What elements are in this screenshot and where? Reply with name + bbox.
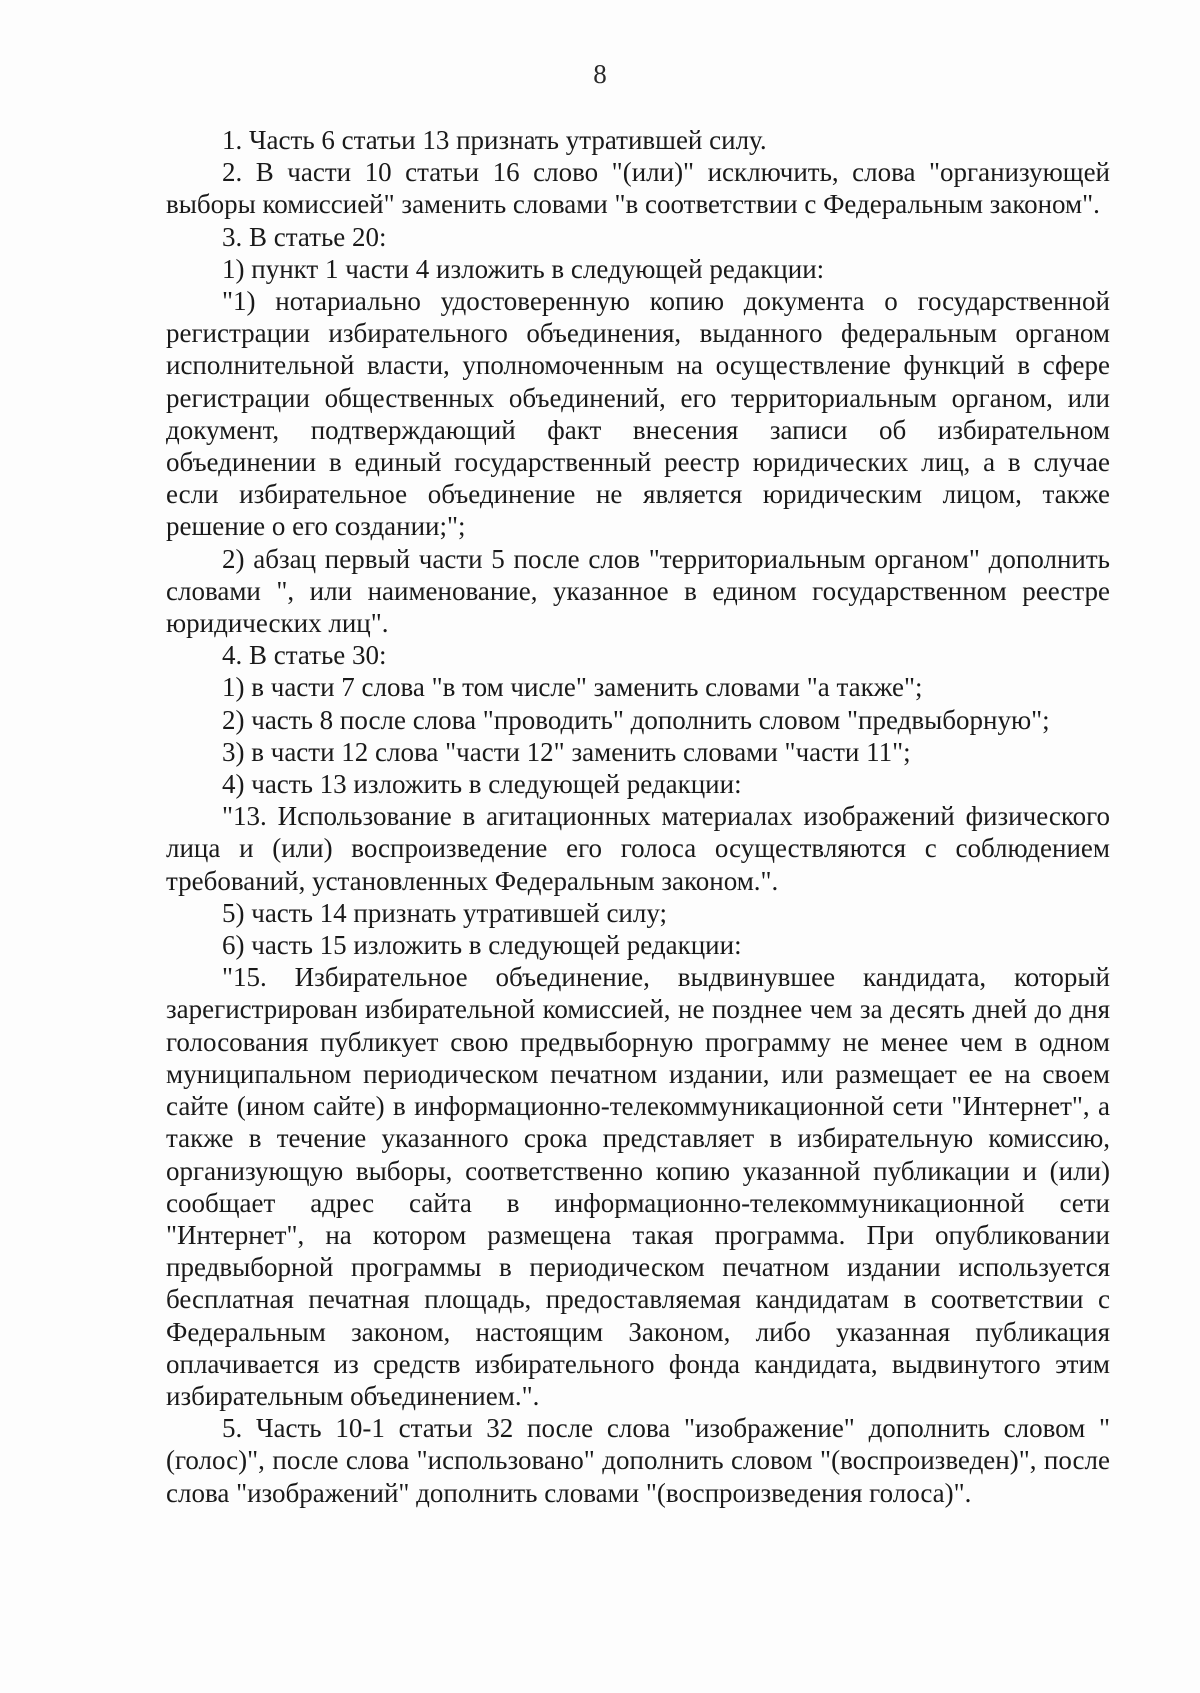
paragraph-11: 4) часть 13 изложить в следующей редакции: — [222, 769, 742, 800]
paragraph-10: 3) в части 12 слова "части 12" заменить словами "части 11"; — [222, 736, 911, 767]
paragraph-2: 2. В части 10 статьи 16 слово "(или)" исключить, слова "организующей выборы комиссией" заменить словами "в соответствии с Федеральным законом". — [166, 157, 1110, 220]
paragraph-6: 2) абзац первый части 5 после слов "территориальным органом" дополнить словами ", или наименование, указанное в едином государственном реестре юридических лиц". — [166, 543, 1110, 639]
paragraph-16: 5. Часть 10-1 статьи 32 после слова "изображение" дополнить словом "(голос)", после слова "использовано" дополнить словом "(воспроизведен)", после слова "изображений" дополнить словами "(воспроизведения голоса)". — [166, 1413, 1110, 1508]
paragraph-3: 3. В статье 20: — [222, 221, 387, 252]
paragraph-12: "13. Использование в агитационных материалах изображений физического лица и (или) воспроизведение его голоса осуществляются с соблюдением требований, установленных Федеральным законом.". — [166, 801, 1110, 896]
paragraph-8: 1) в части 7 слова "в том числе" заменить словами "а также"; — [222, 672, 923, 703]
paragraph-1: 1. Часть 6 статьи 13 признать утратившей силу. — [222, 125, 767, 155]
paragraph-14: 6) часть 15 изложить в следующей редакции: — [222, 930, 742, 961]
document-body — [166, 124, 1110, 1509]
page-number: 8 — [593, 59, 607, 89]
paragraph-13: 5) часть 14 признать утратившей силу; — [222, 897, 667, 928]
paragraph-15: "15. Избирательное объединение, выдвинувшее кандидата, который зарегистрирован избирательной комиссией, не позднее чем за десять дней до дня голосования публикует свою предвыборную программу не менее чем в одном муниципальном периодическом печатном издании, или размещает ее на своем сайте (ином сайте) в информационно-телекоммуникационной сети "Интернет", а также в течение указанного срока представляет в избирательную комиссию, организующую выборы, соответственно копию указанной публикации и (или) сообщает адрес сайта в информационно-телекоммуникационной сети "Интернет", на котором размещена такая программа. При опубликовании предвыборной программы в периодическом печатном издании используется бесплатная печатная площадь, предоставляемая кандидатам в соответствии с Федеральным законом, настоящим Законом, либо указанная публикация оплачивается из средств избирательного фонда кандидата, выдвинутого этим избирательным объединением.". — [166, 962, 1110, 1411]
paragraph-9: 2) часть 8 после слова "проводить" дополнить словом "предвыборную"; — [222, 704, 1050, 735]
paragraph-4: 1) пункт 1 части 4 изложить в следующей редакции: — [222, 253, 825, 284]
paragraph-5: "1) нотариально удостоверенную копию документа о государственной регистрации избирательного объединения, выданного федеральным органом исполнительной власти, уполномоченным на осуществление функций в сфере регистрации общественных объединений, его территориальным органом, или документ, подтверждающий факт внесения записи об избирательном объединении в единый государственный реестр юридических лиц, а в случае если избирательное объединение не является юридическим лицом, также решение о его создании;"; — [166, 286, 1110, 542]
paragraph-7: 4. В статье 30: — [222, 640, 387, 671]
